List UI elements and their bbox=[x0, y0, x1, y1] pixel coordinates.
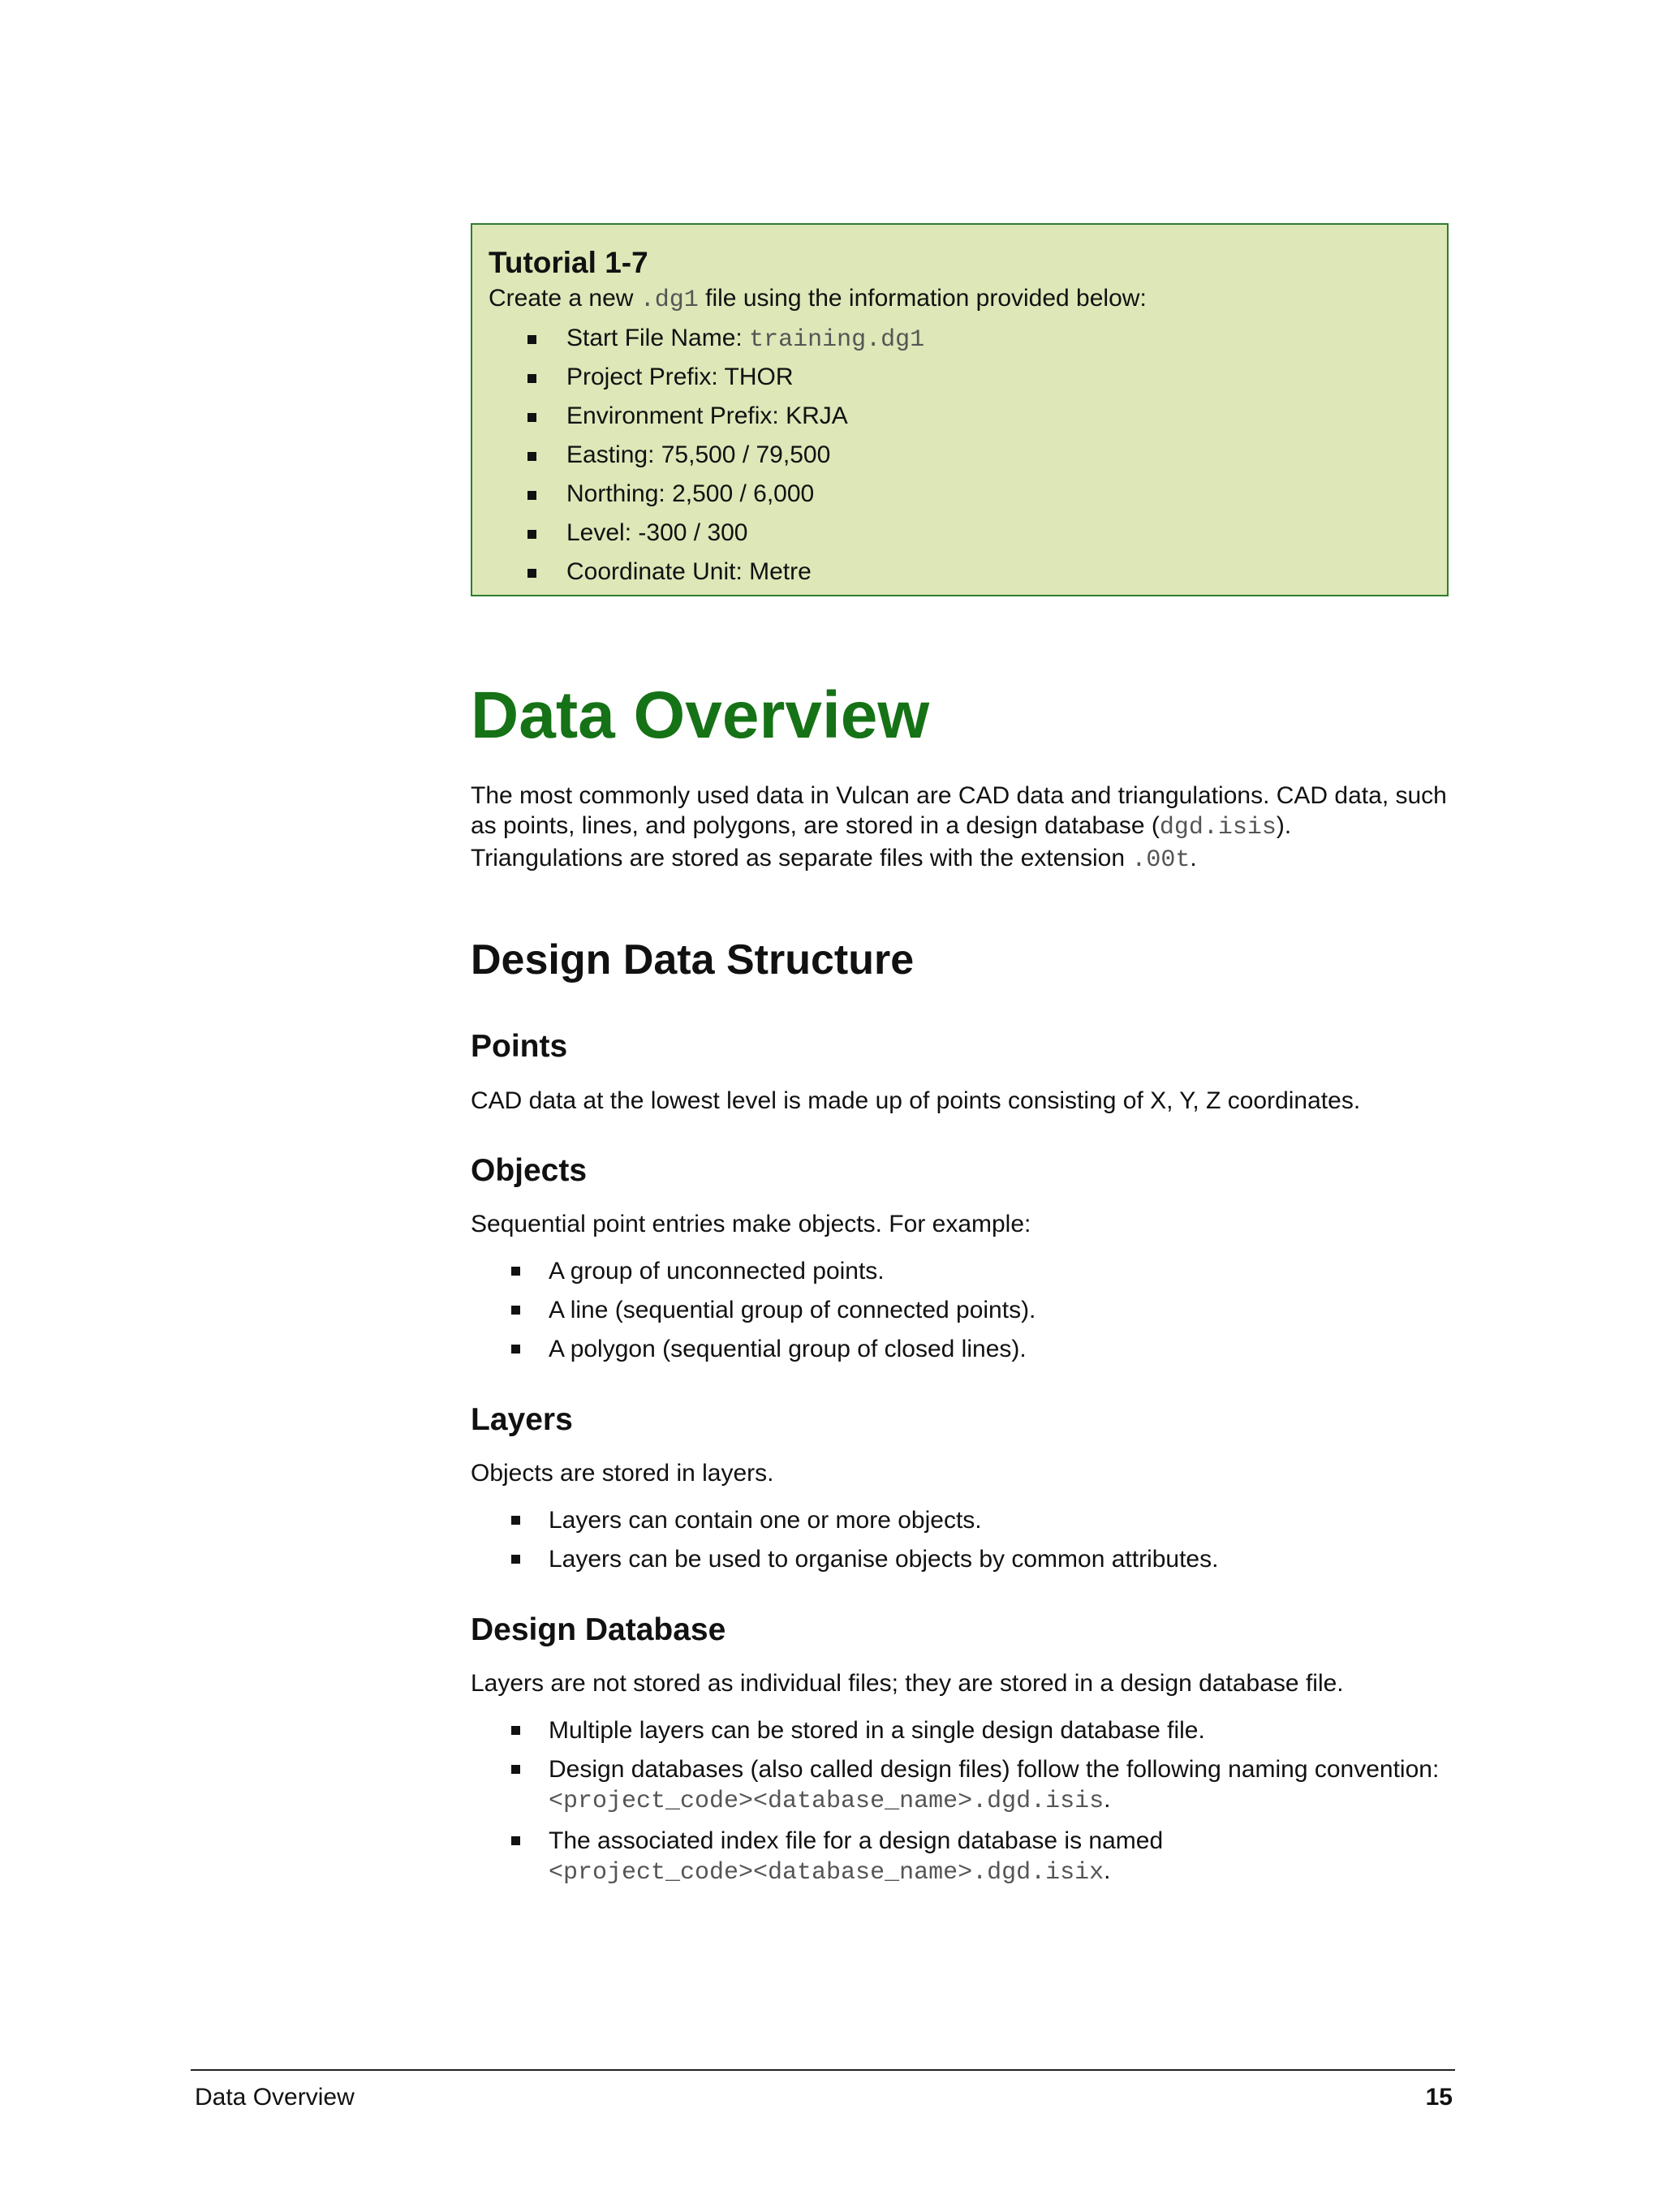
overview-text-2-end: . bbox=[1190, 845, 1197, 871]
item-label: Level: -300 / 300 bbox=[566, 519, 748, 546]
section-heading: Design Data Structure bbox=[471, 936, 915, 983]
item-label: Easting: 75,500 / 79,500 bbox=[566, 441, 831, 468]
list-item bbox=[527, 514, 1431, 553]
list-item bbox=[527, 436, 1431, 475]
footer-section-title: Data Overview bbox=[195, 2084, 355, 2111]
tutorial-intro-text-end: file using the information provided below: bbox=[698, 285, 1147, 312]
bullet-square-icon bbox=[527, 530, 536, 539]
bullet-square-icon bbox=[511, 1765, 520, 1774]
overview-text-2: Triangulations are stored as separate files with the extension bbox=[471, 845, 1132, 871]
item-label: A group of unconnected points. bbox=[549, 1258, 885, 1285]
overview-code-1: dgd.isis bbox=[1159, 814, 1277, 841]
bullet-square-icon bbox=[527, 569, 536, 578]
overview-text bbox=[471, 781, 1453, 876]
bullet-square-icon bbox=[527, 413, 536, 422]
bullet-square-icon bbox=[527, 491, 536, 500]
item-code: <project_code><database_name>.dgd.isix bbox=[549, 1859, 1104, 1887]
overview-code-2: .00t bbox=[1131, 846, 1191, 874]
overview-text-1-end: ). bbox=[1276, 812, 1292, 839]
bullet-square-icon bbox=[511, 1345, 520, 1353]
list-item bbox=[511, 1256, 1493, 1286]
bullet-square-icon bbox=[511, 1267, 520, 1276]
layers-list bbox=[471, 1505, 1493, 1583]
item-label: The associated index file for a design database is named bbox=[549, 1827, 1164, 1854]
list-item bbox=[527, 475, 1431, 514]
list-item bbox=[527, 553, 1431, 592]
list-item bbox=[527, 358, 1431, 397]
tutorial-box bbox=[471, 223, 1449, 596]
overview-text-1: The most commonly used data in Vulcan are CAD data and triangulations. CAD data, such as points, lines, and polygons, are stored in a design database ( bbox=[471, 782, 1447, 839]
list-item bbox=[511, 1544, 1493, 1574]
item-label: Multiple layers can be stored in a single design database file. bbox=[549, 1717, 1205, 1744]
list-item bbox=[511, 1505, 1493, 1535]
objects-heading: Objects bbox=[471, 1153, 588, 1188]
tutorial-list bbox=[489, 319, 1431, 592]
objects-list bbox=[471, 1256, 1493, 1373]
footer-divider bbox=[191, 2069, 1455, 2071]
list-item bbox=[511, 1715, 1445, 1745]
tutorial-intro-text: Create a new bbox=[489, 285, 640, 312]
bullet-square-icon bbox=[527, 335, 536, 344]
list-item bbox=[511, 1334, 1493, 1364]
bullet-square-icon bbox=[527, 374, 536, 383]
database-heading: Design Database bbox=[471, 1612, 726, 1647]
tutorial-intro bbox=[489, 285, 1431, 314]
item-label-end: . bbox=[1104, 1857, 1111, 1884]
points-text: CAD data at the lowest level is made up of points consisting of X, Y, Z coordinates. bbox=[471, 1087, 1361, 1114]
bullet-square-icon bbox=[511, 1306, 520, 1315]
overview-paragraph bbox=[471, 781, 1453, 876]
bullet-square-icon bbox=[511, 1516, 520, 1525]
database-text: Layers are not stored as individual files; they are stored in a design database file. bbox=[471, 1670, 1344, 1697]
item-code: training.dg1 bbox=[749, 326, 925, 354]
item-label: Layers can contain one or more objects. bbox=[549, 1507, 982, 1534]
list-item bbox=[527, 319, 1431, 358]
tutorial-title: Tutorial 1-7 bbox=[489, 246, 648, 279]
item-label: Environment Prefix: KRJA bbox=[566, 402, 848, 429]
item-label: Project Prefix: THOR bbox=[566, 364, 794, 390]
item-label: Layers can be used to organise objects by common attributes. bbox=[549, 1546, 1219, 1573]
item-label: Design databases (also called design files) follow the following naming convention: bbox=[549, 1756, 1440, 1783]
item-label: Northing: 2,500 / 6,000 bbox=[566, 480, 815, 507]
item-label: Start File Name: bbox=[566, 325, 750, 351]
item-label: A line (sequential group of connected points). bbox=[549, 1297, 1036, 1323]
page-title: Data Overview bbox=[471, 678, 930, 752]
list-item bbox=[527, 397, 1431, 436]
bullet-square-icon bbox=[511, 1555, 520, 1564]
points-heading: Points bbox=[471, 1029, 568, 1064]
bullet-square-icon bbox=[527, 452, 536, 461]
layers-text: Objects are stored in layers. bbox=[471, 1460, 774, 1487]
item-label-end: . bbox=[1104, 1786, 1111, 1813]
list-item bbox=[511, 1826, 1445, 1888]
list-item bbox=[511, 1754, 1445, 1817]
objects-text: Sequential point entries make objects. For example: bbox=[471, 1211, 1031, 1237]
item-code: <project_code><database_name>.dgd.isis bbox=[549, 1788, 1104, 1815]
list-item bbox=[511, 1295, 1493, 1325]
item-label: Coordinate Unit: Metre bbox=[566, 558, 812, 585]
bullet-square-icon bbox=[511, 1836, 520, 1845]
bullet-square-icon bbox=[511, 1726, 520, 1735]
database-list bbox=[471, 1715, 1445, 1897]
page-number: 15 bbox=[1425, 2084, 1453, 2111]
item-label: A polygon (sequential group of closed lines). bbox=[549, 1336, 1027, 1362]
layers-heading: Layers bbox=[471, 1402, 573, 1437]
tutorial-intro-code: .dg1 bbox=[639, 286, 699, 314]
